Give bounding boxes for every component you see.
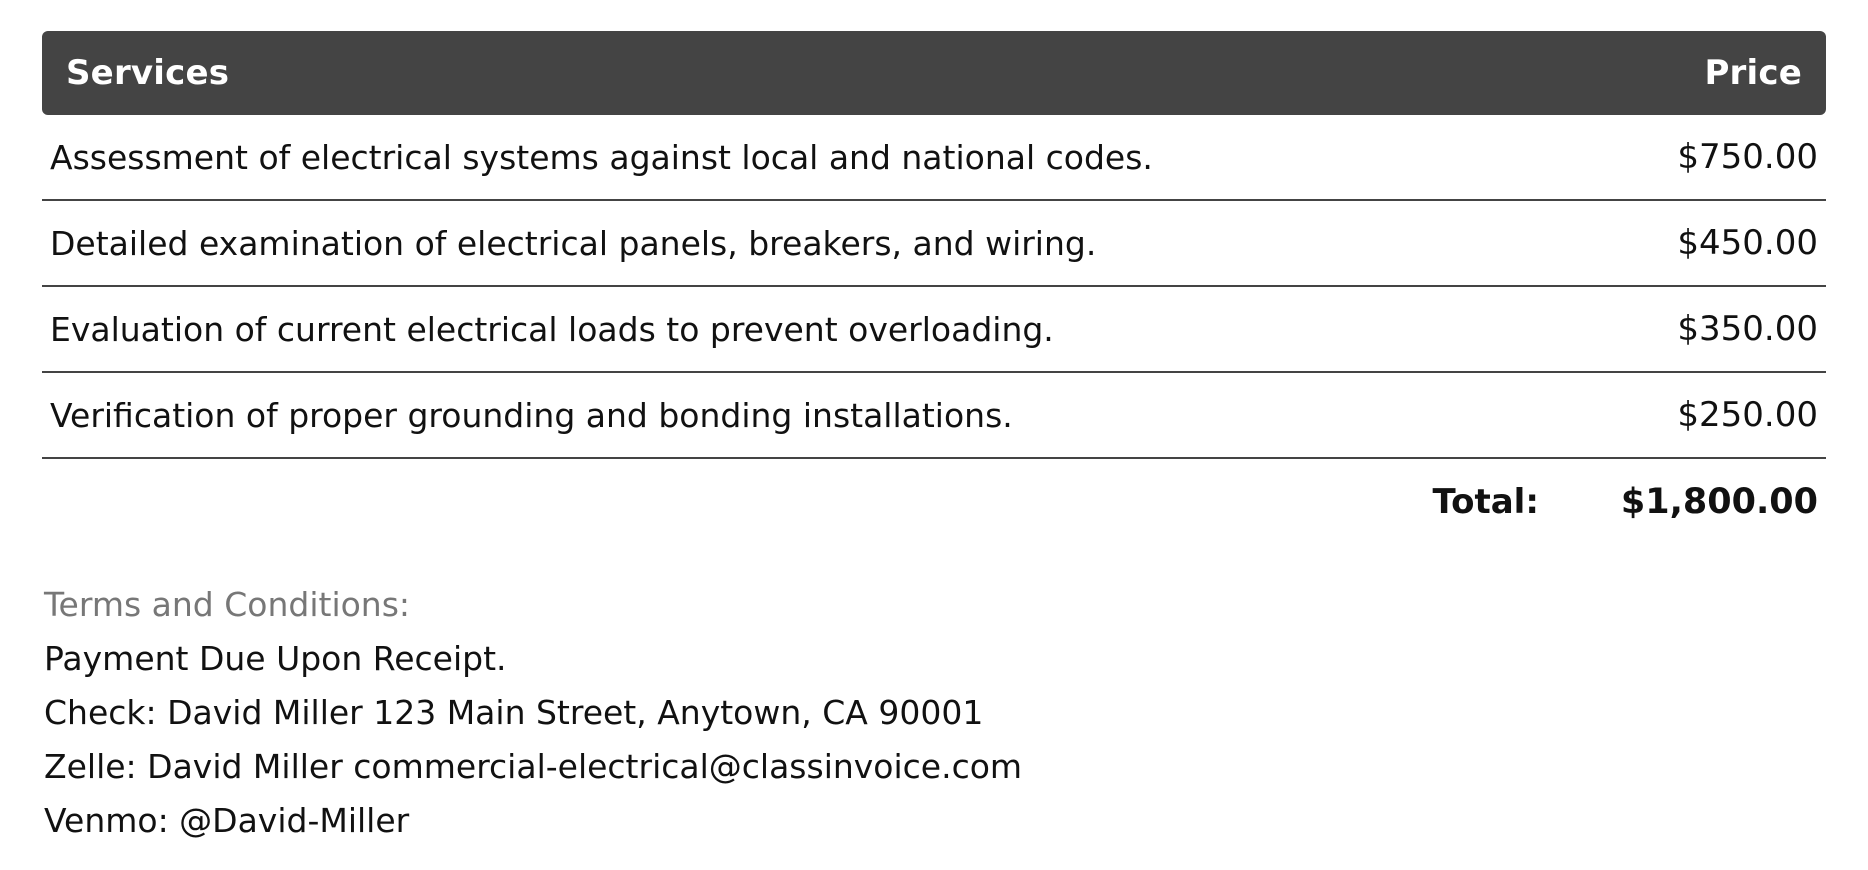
terms-title: Terms and Conditions: <box>44 585 411 624</box>
terms-line-venmo: Venmo: @David-Miller <box>44 801 410 840</box>
price-column-header: Price <box>1704 53 1802 93</box>
terms-line-zelle: Zelle: David Miller commercial-electrical@classinvoice.com <box>44 747 1023 786</box>
table-row <box>42 201 1826 287</box>
terms-section <box>44 578 1022 848</box>
service-description: Detailed examination of electrical panels, breakers, and wiring. <box>50 223 1097 263</box>
service-price: $750.00 <box>1677 137 1818 177</box>
services-table <box>42 31 1826 545</box>
services-column-header: Services <box>66 53 230 93</box>
table-header <box>42 31 1826 115</box>
table-row <box>42 373 1826 459</box>
total-label: Total: <box>1432 482 1539 522</box>
service-description: Assessment of electrical systems against local and national codes. <box>50 137 1153 177</box>
service-price: $250.00 <box>1677 395 1818 435</box>
table-row <box>42 287 1826 373</box>
service-price: $350.00 <box>1677 309 1818 349</box>
terms-line-check: Check: David Miller 123 Main Street, Anytown, CA 90001 <box>44 693 984 732</box>
table-row <box>42 115 1826 201</box>
terms-line-payment: Payment Due Upon Receipt. <box>44 639 507 678</box>
service-price: $450.00 <box>1677 223 1818 263</box>
service-description: Verification of proper grounding and bonding installations. <box>50 395 1013 435</box>
service-description: Evaluation of current electrical loads to prevent overloading. <box>50 309 1054 349</box>
total-row <box>42 459 1826 545</box>
total-value: $1,800.00 <box>1620 482 1818 522</box>
